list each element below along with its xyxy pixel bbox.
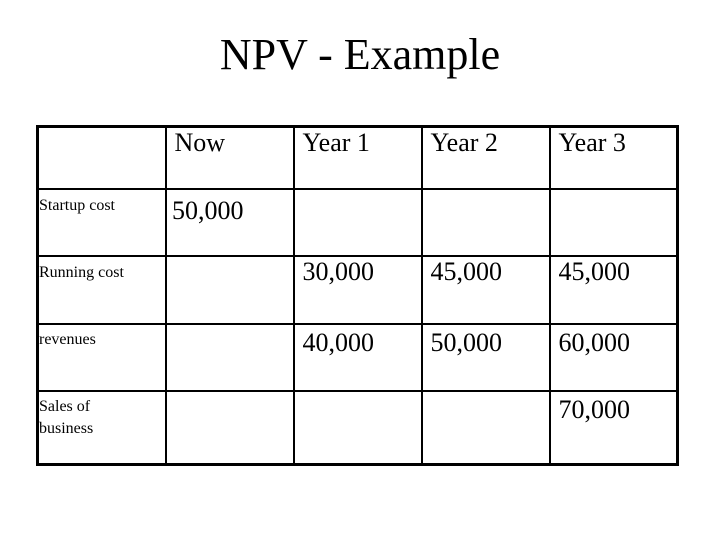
row-label-sales-of-business — [38, 391, 166, 465]
row-label-revenues: revenues — [38, 324, 166, 391]
header-corner-cell — [38, 127, 166, 190]
npv-table — [36, 125, 679, 466]
revenues-now-cell — [166, 324, 294, 391]
header-row — [38, 127, 678, 190]
header-now — [166, 127, 294, 190]
startup-year-2-cell — [422, 189, 550, 256]
revenues-year-2-value: 50,000 — [430, 328, 502, 357]
header-year-3-label: Year 3 — [558, 128, 626, 157]
header-now-label: Now — [174, 128, 226, 157]
table-row-revenues — [38, 324, 678, 391]
running-year-2-value: 45,000 — [430, 257, 502, 286]
startup-year-1-cell — [294, 189, 422, 256]
slide-title: NPV - Example — [219, 30, 501, 79]
revenues-year-1-value: 40,000 — [302, 328, 374, 357]
running-year-3-cell — [550, 256, 678, 324]
header-year-3 — [550, 127, 678, 190]
header-year-2-label: Year 2 — [430, 128, 498, 157]
running-year-1-cell — [294, 256, 422, 324]
sales-year-3-value: 70,000 — [558, 395, 630, 424]
row-label-sales-of-business-text: Sales of business — [39, 398, 94, 437]
sales-now-cell — [166, 391, 294, 465]
header-year-1 — [294, 127, 422, 190]
header-year-1-label: Year 1 — [302, 128, 370, 157]
revenues-year-3-cell — [550, 324, 678, 391]
table-row-running-cost — [38, 256, 678, 324]
sales-year-2-cell — [422, 391, 550, 465]
row-label-startup-cost: Startup cost — [38, 189, 166, 256]
running-year-3-value: 45,000 — [558, 257, 630, 286]
running-year-1-value: 30,000 — [302, 257, 374, 286]
row-label-running-cost: Running cost — [38, 256, 166, 324]
startup-year-3-cell — [550, 189, 678, 256]
revenues-year-1-cell — [294, 324, 422, 391]
running-now-cell — [166, 256, 294, 324]
table-row-sales-of-business — [38, 391, 678, 465]
revenues-year-3-value: 60,000 — [558, 328, 630, 357]
sales-year-3-cell — [550, 391, 678, 465]
revenues-year-2-cell — [422, 324, 550, 391]
sales-year-1-cell — [294, 391, 422, 465]
startup-now-value: 50,000 — [172, 196, 244, 225]
table-row-startup-cost — [38, 189, 678, 256]
header-year-2 — [422, 127, 550, 190]
running-year-2-cell — [422, 256, 550, 324]
